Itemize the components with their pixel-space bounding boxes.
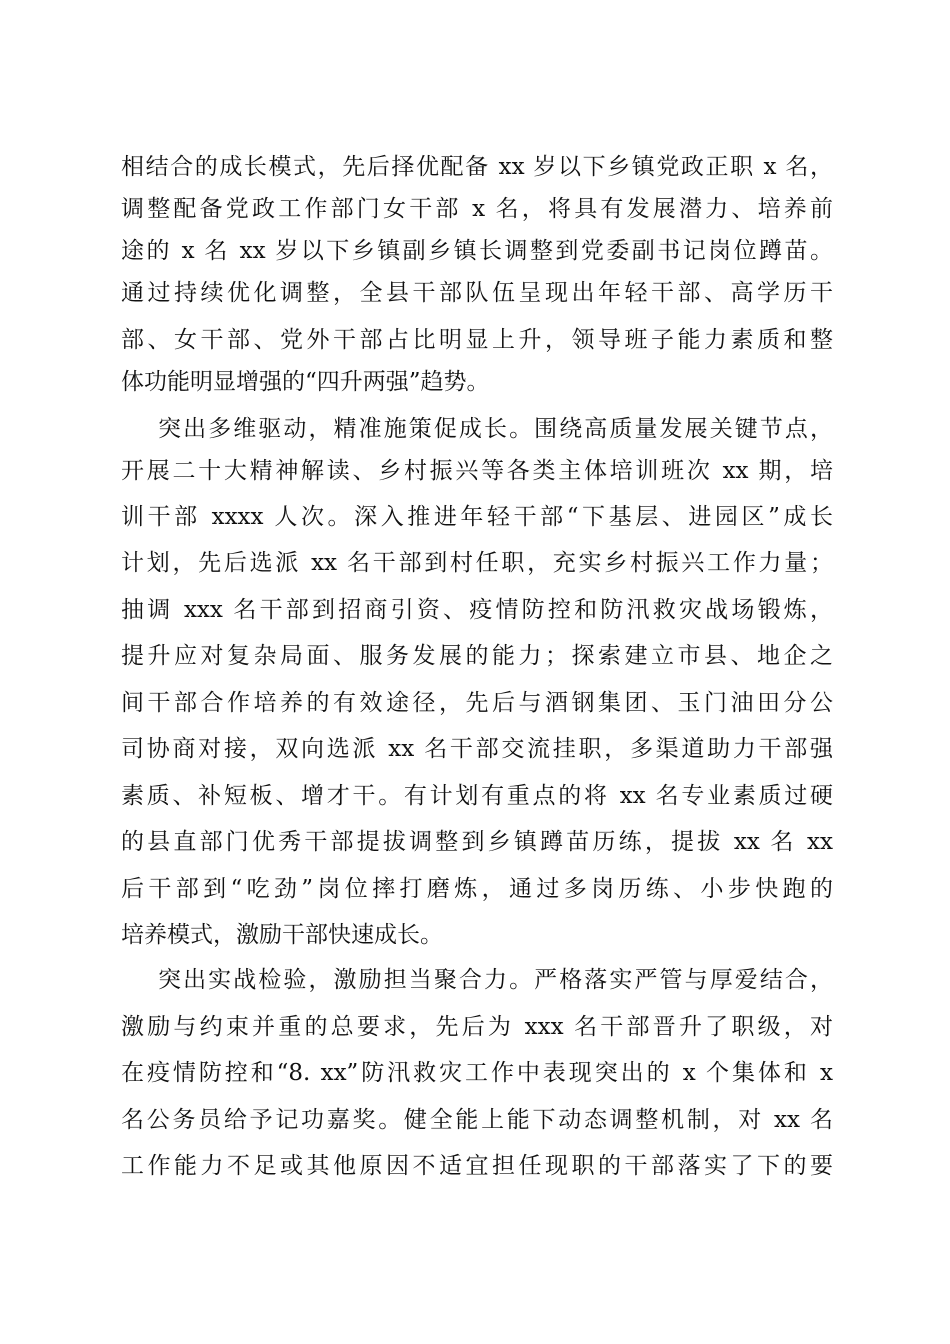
paragraph-heading-line: 突出实战检验，激励担当聚合力。严格落实严管与厚爱结合， (158, 967, 833, 993)
text-line: 计划，先后选派 xx 名干部到村任职，充实乡村振兴工作力量； (121, 550, 833, 576)
text-line: 通过持续优化调整，全县干部队伍呈现出年轻干部、高学历干 (121, 280, 833, 306)
text-line: 素质、补短板、增才干。有计划有重点的将 xx 名专业素质过硬 (121, 783, 833, 809)
text-line: 相结合的成长模式，先后择优配备 xx 岁以下乡镇党政正职 x 名， (121, 154, 833, 180)
text-line: 体功能明显增强的“四升两强”趋势。 (121, 369, 490, 395)
text-line: 抽调 xxx 名干部到招商引资、疫情防控和防汛救灾战场锻炼， (121, 597, 833, 623)
text-line: 激励与约束并重的总要求，先后为 xxx 名干部晋升了职级，对 (121, 1014, 833, 1040)
text-line: 在疫情防控和“8. xx”防汛救灾工作中表现突出的 x 个集体和 x (121, 1060, 833, 1086)
text-line: 提升应对复杂局面、服务发展的能力；探索建立市县、地企之 (121, 643, 833, 669)
text-line: 后干部到“吃劲”岗位摔打磨炼，通过多岗历练、小步快跑的 (121, 876, 833, 902)
text-line: 司协商对接，双向选派 xx 名干部交流挂职，多渠道助力干部强 (121, 736, 833, 762)
text-line: 调整配备党政工作部门女干部 x 名，将具有发展潜力、培养前 (121, 196, 833, 222)
text-line: 工作能力不足或其他原因不适宜担任现职的干部落实了下的要 (121, 1153, 833, 1179)
text-line: 培养模式，激励干部快速成长。 (121, 922, 443, 948)
text-line: 名公务员给予记功嘉奖。健全能上能下动态调整机制，对 xx 名 (121, 1107, 833, 1133)
text-line: 部、女干部、党外干部占比明显上升，领导班子能力素质和整 (121, 327, 833, 353)
paragraph-heading-line: 突出多维驱动，精准施策促成长。围绕高质量发展关键节点， (158, 416, 833, 442)
text-line: 的县直部门优秀干部提拔调整到乡镇蹲苗历练，提拔 xx 名 xx (121, 829, 833, 855)
text-line: 训干部 xxxx 人次。深入推进年轻干部“下基层、进园区”成长 (121, 504, 833, 530)
text-line: 途的 x 名 xx 岁以下乡镇副乡镇长调整到党委副书记岗位蹲苗。 (121, 238, 833, 264)
text-line: 开展二十大精神解读、乡村振兴等各类主体培训班次 xx 期，培 (121, 458, 833, 484)
text-line: 间干部合作培养的有效途径，先后与酒钢集团、玉门油田分公 (121, 690, 833, 716)
